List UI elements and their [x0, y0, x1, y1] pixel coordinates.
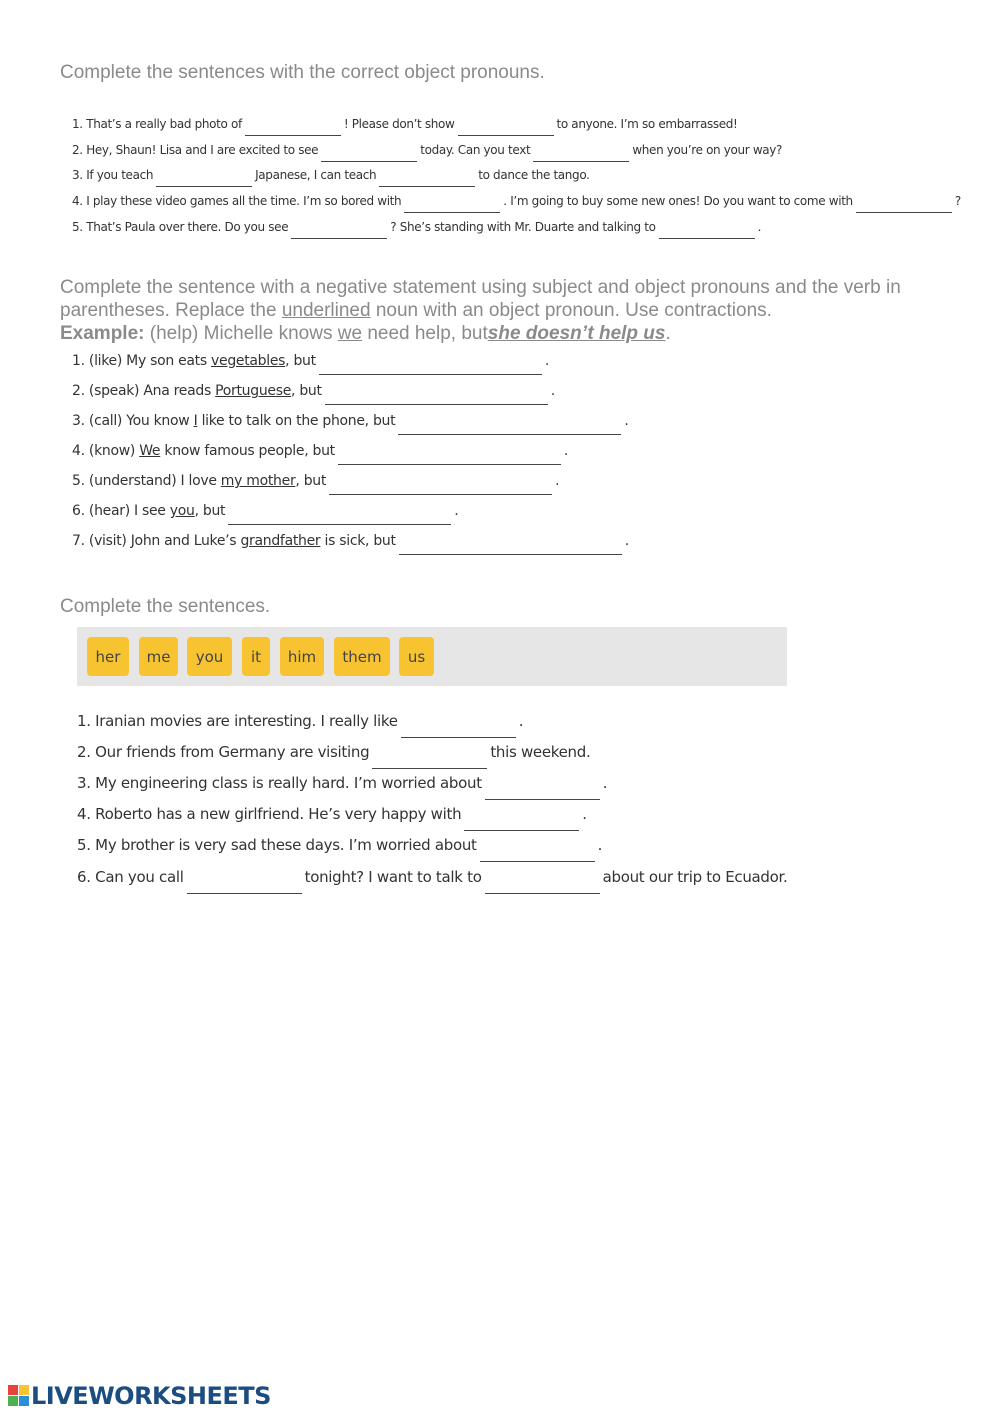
s3-text: 5. My brother is very sad these days. I’m worried about — [77, 836, 477, 854]
instruction-text: Complete the sentence with a negative statement using subject and object pronouns and the verb in parentheses. Replace the — [60, 277, 901, 321]
s1-text: . I’m going to buy some new ones! Do you want to come with — [503, 194, 853, 208]
answer-blank[interactable] — [856, 198, 952, 213]
s1-text: ? — [954, 194, 961, 208]
s2-text: 2. (speak) Ana reads — [72, 383, 216, 399]
s2-item-3 — [72, 413, 628, 429]
example-label: Example: — [60, 323, 145, 344]
word-chip-me[interactable]: me — [139, 637, 178, 676]
s2-end: . — [454, 503, 459, 519]
s2-underlined: Portuguese — [215, 383, 292, 399]
s3-text: . — [518, 712, 524, 730]
s3-sentence-4 — [77, 805, 587, 823]
s1-sentence-1 — [72, 116, 738, 131]
answer-drop-blank[interactable] — [372, 754, 487, 769]
s2-text: 3. (call) You know — [72, 413, 194, 429]
instruction-underlined: underlined — [281, 300, 371, 321]
s3-text: . — [602, 774, 608, 792]
s3-sentence-5 — [77, 836, 602, 854]
answer-drop-blank[interactable] — [485, 785, 600, 800]
word-chip-them[interactable]: them — [334, 637, 390, 676]
word-chip-you[interactable]: you — [187, 637, 232, 676]
s1-text: Japanese, I can teach — [255, 168, 377, 182]
s2-end: . — [624, 533, 629, 549]
section2-example — [60, 322, 671, 345]
example-text: need help, but — [367, 323, 488, 344]
liveworksheets-logo[interactable] — [8, 1383, 271, 1409]
s2-end: . — [550, 383, 555, 399]
s2-underlined: grandfather — [240, 533, 321, 549]
answer-drop-blank[interactable] — [187, 879, 302, 894]
s2-text: , but — [285, 353, 316, 369]
s2-item-5 — [72, 473, 559, 489]
s2-text: , but — [194, 503, 226, 519]
answer-blank[interactable] — [291, 224, 387, 239]
s3-sentence-1 — [77, 712, 523, 730]
example-end: . — [665, 323, 671, 344]
answer-blank[interactable] — [228, 510, 451, 525]
s2-text: like to talk on the phone, but — [197, 413, 396, 429]
word-chip-her[interactable]: her — [87, 637, 129, 676]
answer-blank[interactable] — [329, 480, 552, 495]
example-text: (help) Michelle knows — [149, 323, 333, 344]
s3-text: 1. Iranian movies are interesting. I really like — [77, 712, 398, 730]
s1-text: 1. That’s a really bad photo of — [72, 117, 242, 131]
s1-text: to anyone. I’m so embarrassed! — [556, 117, 738, 131]
word-chip-him[interactable]: him — [280, 637, 324, 676]
s3-text: 2. Our friends from Germany are visiting — [77, 743, 370, 761]
answer-drop-blank[interactable] — [401, 723, 516, 738]
answer-blank[interactable] — [399, 540, 622, 555]
s1-text: to dance the tango. — [478, 168, 590, 182]
s1-text: 2. Hey, Shaun! Lisa and I are excited to see — [72, 143, 319, 157]
answer-blank[interactable] — [325, 390, 548, 405]
section3-instruction: Complete the sentences. — [60, 596, 271, 617]
s3-text: 6. Can you call — [77, 868, 184, 886]
s2-end: . — [563, 443, 569, 459]
s2-item-4 — [72, 443, 568, 459]
answer-blank[interactable] — [338, 450, 561, 465]
section1-instruction: Complete the sentences with the correct object pronouns. — [60, 62, 545, 83]
answer-drop-blank[interactable] — [464, 816, 579, 831]
s3-sentence-2 — [77, 743, 590, 761]
s2-underlined: We — [139, 443, 161, 459]
s2-end: . — [624, 413, 629, 429]
s2-underlined: you — [169, 503, 195, 519]
s2-item-1 — [72, 353, 549, 369]
s2-underlined: my mother — [220, 473, 296, 489]
s1-sentence-2 — [72, 142, 782, 157]
s1-text: . — [757, 220, 762, 234]
s2-item-7 — [72, 533, 629, 549]
s2-underlined: vegetables — [211, 353, 286, 369]
s2-underlined: I — [193, 413, 198, 429]
s1-text: ! Please don’t show — [343, 117, 455, 131]
answer-blank[interactable] — [398, 420, 621, 435]
s3-text: this weekend. — [490, 743, 591, 761]
s1-text: today. Can you text — [420, 143, 531, 157]
s2-text: 1. (like) My son eats — [72, 353, 212, 369]
logo-text: LIVEWORKSHEETS — [31, 1382, 271, 1410]
answer-blank[interactable] — [659, 224, 755, 239]
s3-text: 3. My engineering class is really hard. I’m worried about — [77, 774, 482, 792]
word-bank — [77, 627, 787, 686]
s2-text: 4. (know) — [72, 443, 140, 459]
s3-sentence-6 — [77, 868, 787, 886]
s2-end: . — [544, 353, 549, 369]
s2-text: , but — [291, 383, 322, 399]
s2-end: . — [555, 473, 560, 489]
answer-blank[interactable] — [319, 360, 542, 375]
s1-text: when you’re on your way? — [632, 143, 783, 157]
answer-blank[interactable] — [533, 147, 629, 162]
answer-blank[interactable] — [404, 198, 500, 213]
answer-blank[interactable] — [379, 172, 475, 187]
s3-text: about our trip to Ecuador. — [602, 868, 788, 886]
answer-drop-blank[interactable] — [485, 879, 600, 894]
s1-text: ? She’s standing with Mr. Duarte and talking to — [390, 220, 656, 234]
s3-text: 4. Roberto has a new girlfriend. He’s very happy with — [77, 805, 462, 823]
answer-blank[interactable] — [458, 121, 554, 136]
s2-text: , but — [295, 473, 327, 489]
instruction-text: noun with an object pronoun. Use contractions. — [375, 300, 772, 321]
answer-blank[interactable] — [245, 121, 341, 136]
s1-text: 4. I play these video games all the time. I’m so bored with — [72, 194, 402, 208]
answer-drop-blank[interactable] — [480, 847, 595, 862]
s3-text: tonight? I want to talk to — [304, 868, 482, 886]
s2-text: 5. (understand) I love — [72, 473, 221, 489]
s1-sentence-3 — [72, 167, 590, 182]
s2-text: is sick, but — [320, 533, 396, 549]
s1-sentence-4 — [72, 193, 961, 208]
s3-sentence-3 — [77, 774, 607, 792]
s2-text: know famous people, but — [160, 443, 335, 459]
s2-text: 6. (hear) I see — [72, 503, 170, 519]
s2-item-6 — [72, 503, 458, 519]
s2-text: 7. (visit) John and Luke’s — [72, 533, 241, 549]
example-answer: she doesn’t help us — [487, 323, 666, 344]
word-chip-it[interactable]: it — [242, 637, 270, 676]
section2-instruction — [60, 276, 950, 322]
s2-item-2 — [72, 383, 555, 399]
s1-text: 3. If you teach — [72, 168, 154, 182]
logo-blocks-icon — [8, 1385, 30, 1407]
s1-sentence-5 — [72, 219, 761, 234]
answer-blank[interactable] — [321, 147, 417, 162]
word-chip-us[interactable]: us — [399, 637, 434, 676]
s3-text: . — [582, 805, 587, 823]
answer-blank[interactable] — [156, 172, 252, 187]
example-underlined: we — [337, 323, 363, 344]
s1-text: 5. That’s Paula over there. Do you see — [72, 220, 289, 234]
s3-text: . — [597, 836, 603, 854]
